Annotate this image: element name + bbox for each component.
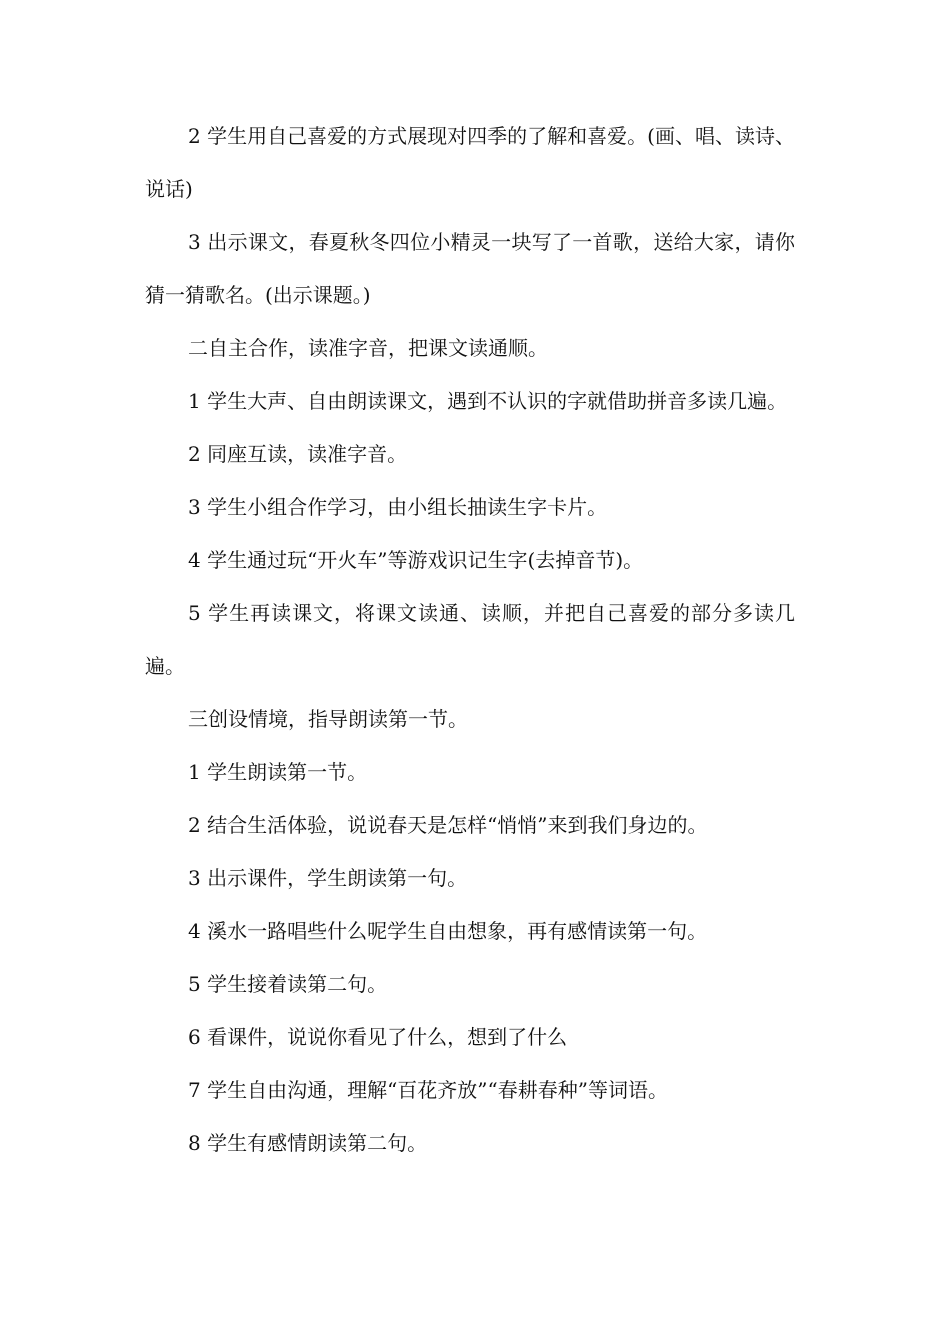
paragraph-11: 2 结合生活体验，说说春天是怎样“悄悄”来到我们身边的。 <box>188 813 708 837</box>
paragraph-8: 5 学生再读课文，将课文读通、读顺，并把自己喜爱的部分多读几遍。 <box>145 601 795 678</box>
paragraph-2: 3 出示课文，春夏秋冬四位小精灵一块写了一首歌，送给大家，请你猜一猜歌名。(出示课题。) <box>145 230 795 307</box>
paragraph-16: 7 学生自由沟通，理解“百花齐放”“春耕春种”等词语。 <box>188 1078 668 1102</box>
paragraph-7: 4 学生通过玩“开火车”等游戏识记生字(去掉音节)。 <box>188 548 644 572</box>
paragraph-1: 2 学生用自己喜爱的方式展现对四季的了解和喜爱。(画、唱、读诗、说话) <box>145 124 795 201</box>
paragraph-10: 1 学生朗读第一节。 <box>188 760 368 784</box>
paragraph-14: 5 学生接着读第二句。 <box>188 972 388 996</box>
paragraph-5: 2 同座互读，读准字音。 <box>188 442 408 466</box>
paragraph-13: 4 溪水一路唱些什么呢学生自由想象，再有感情读第一句。 <box>188 919 708 943</box>
paragraph-4: 1 学生大声、自由朗读课文，遇到不认识的字就借助拼音多读几遍。 <box>188 389 788 413</box>
paragraph-12: 3 出示课件，学生朗读第一句。 <box>188 866 468 890</box>
paragraph-6: 3 学生小组合作学习，由小组长抽读生字卡片。 <box>188 495 608 519</box>
section-heading-3: 三创设情境，指导朗读第一节。 <box>188 707 468 731</box>
paragraph-17: 8 学生有感情朗读第二句。 <box>188 1131 428 1155</box>
section-heading-2: 二自主合作，读准字音，把课文读通顺。 <box>188 336 548 360</box>
document-body <box>145 110 795 1170</box>
paragraph-15: 6 看课件，说说你看见了什么，想到了什么 <box>188 1025 568 1049</box>
